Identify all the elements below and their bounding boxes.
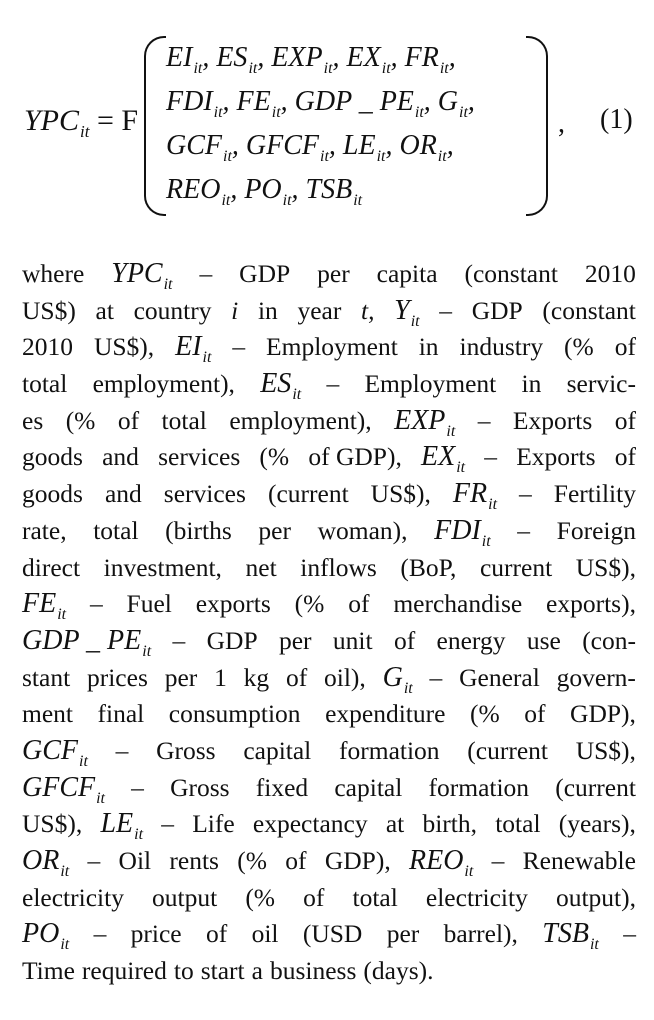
word: exports <box>195 589 271 619</box>
word: in <box>521 369 542 399</box>
word: employment), <box>92 369 235 399</box>
word: services <box>163 479 246 509</box>
word: per <box>164 662 198 692</box>
equals-function: = F <box>96 104 139 137</box>
variable-subscript: it <box>456 459 466 477</box>
word: (% <box>65 405 96 435</box>
word: Exports <box>516 442 596 472</box>
word: Oil <box>118 846 152 875</box>
word: total <box>352 882 398 912</box>
word: Time <box>22 956 75 986</box>
word: of <box>348 589 370 619</box>
variable-symbol <box>409 843 473 880</box>
equation-variable: GDP _ PE <box>294 86 414 117</box>
paragraph-line <box>22 256 636 293</box>
paragraph-line <box>22 660 636 697</box>
word: Renewable <box>522 846 636 875</box>
equation-subscript: it <box>376 148 386 165</box>
equation-subscript: it <box>323 60 333 77</box>
variable-subscript: it <box>446 422 456 440</box>
variable-symbol <box>394 293 419 330</box>
variable-symbol <box>100 806 143 843</box>
word: Fertility <box>553 479 636 509</box>
variable-subscript: it <box>96 789 105 807</box>
word: – <box>172 625 186 655</box>
word: GDP <box>471 295 523 325</box>
word: final <box>97 699 145 729</box>
equation-subscript: it <box>193 60 203 77</box>
variable-subscript: it <box>163 276 173 293</box>
word: Exports <box>512 405 593 435</box>
word: (% <box>259 442 290 472</box>
word: US$), <box>370 479 431 509</box>
word: barrel), <box>443 919 518 949</box>
equation-comma: , <box>202 42 217 73</box>
variable-subscript: it <box>134 826 144 844</box>
variable-subscript: it <box>60 863 70 880</box>
word: expenditure <box>325 699 446 729</box>
word: (current <box>467 735 548 765</box>
variable-name: FE <box>22 588 57 620</box>
word: – <box>623 919 636 949</box>
word: – <box>326 369 340 399</box>
word: at <box>95 295 114 325</box>
word: stant <box>22 662 71 692</box>
word: investment, <box>103 552 222 582</box>
variable-symbol <box>22 916 69 953</box>
variable-name: FDI <box>434 514 481 546</box>
word: (% <box>294 589 325 619</box>
equation-subscript: it <box>282 192 292 209</box>
word: (% <box>469 699 500 729</box>
paragraph-line <box>22 476 636 513</box>
variable-symbol <box>421 439 465 476</box>
word: required <box>81 956 167 986</box>
word: servic- <box>566 369 636 399</box>
paragraph-line <box>22 916 636 953</box>
word: price <box>130 919 182 949</box>
word: Employment <box>364 369 497 399</box>
equation-variable: FR <box>404 42 439 73</box>
word: (constant <box>542 295 636 325</box>
variable-name: GFCF <box>22 771 96 803</box>
word: total <box>161 405 207 435</box>
word: formation <box>428 772 530 802</box>
paragraph-line <box>22 806 636 843</box>
variable-symbol <box>22 623 151 660</box>
word: output <box>152 882 218 912</box>
word: per <box>258 515 291 545</box>
equation-variable: EI <box>166 42 193 73</box>
word: US$) <box>22 295 76 325</box>
word: (days). <box>363 956 434 986</box>
equation-variable: ES <box>216 42 248 73</box>
variable-name: FR <box>452 478 488 510</box>
equation-line <box>166 168 475 212</box>
paragraph-line <box>22 880 636 917</box>
equation-variable: EXP <box>271 42 323 73</box>
word: (con- <box>582 625 636 655</box>
word: capital <box>243 735 312 765</box>
equation-line-trailing: , <box>448 42 456 73</box>
word: woman), <box>317 515 408 545</box>
equation-subscript: it <box>213 104 223 121</box>
word: inflows <box>300 552 377 582</box>
variable-name: EXP <box>394 404 446 436</box>
word: fixed <box>255 772 309 802</box>
word: prices <box>86 662 148 692</box>
word: – <box>199 259 213 288</box>
equation-subscript: it <box>271 104 281 121</box>
word: of <box>393 625 416 655</box>
paragraph-line <box>22 623 636 660</box>
word: in <box>257 295 278 325</box>
variable-name: YPC <box>111 258 163 289</box>
equation-line-trailing: , <box>446 130 454 161</box>
equation-variable: PO <box>244 174 282 205</box>
equation-line-trailing: , <box>467 86 475 117</box>
paragraph-line <box>22 843 636 880</box>
word: and <box>102 442 139 472</box>
equation-line <box>166 36 475 80</box>
variable-name: PO <box>22 918 60 950</box>
variable-name: G <box>382 661 403 693</box>
word: (% <box>564 332 594 362</box>
equation-subscript: it <box>459 104 468 121</box>
variable-symbol <box>453 476 497 513</box>
word: (years), <box>558 809 636 839</box>
word: – <box>115 735 129 765</box>
equation-comma: , <box>385 130 400 161</box>
word: a <box>251 956 263 986</box>
variable-subscript: it <box>488 496 498 514</box>
equation-subscript: it <box>221 192 231 209</box>
word: 2010 <box>584 259 636 288</box>
paragraph-line <box>22 293 636 330</box>
word: in <box>418 332 439 362</box>
variable-subscript: it <box>202 349 212 367</box>
variable-name: GCF <box>22 734 78 766</box>
equation-subscript: it <box>437 148 447 165</box>
variable-symbol <box>434 513 491 550</box>
word: GDP <box>206 625 258 655</box>
variable-symbol <box>22 843 69 880</box>
equation-variable: OR <box>399 130 437 161</box>
equation-subscript: it <box>381 60 391 77</box>
variable-symbol <box>394 403 455 440</box>
variable-name: EX <box>421 441 456 473</box>
word: current <box>479 552 553 582</box>
lhs-variable: YPC <box>24 104 80 137</box>
word: employment), <box>229 405 372 435</box>
variable-name: TSB <box>542 918 589 950</box>
word: (current <box>555 772 636 802</box>
equation-subscript: it <box>414 104 424 121</box>
equation-subscript: it <box>320 148 329 165</box>
variable-subscript: it <box>589 936 599 954</box>
paragraph-line <box>22 953 636 990</box>
right-parenthesis <box>526 36 548 216</box>
word: GDP), <box>570 699 636 729</box>
variable-name: REO <box>408 845 464 876</box>
word: of <box>285 846 307 875</box>
paragraph-line <box>22 403 636 440</box>
word: (USD <box>302 919 363 949</box>
word: – <box>491 846 505 875</box>
word: goods <box>22 442 83 472</box>
variable-subscript: it <box>481 532 491 550</box>
word: per <box>386 919 420 949</box>
variable-subscript: it <box>79 752 88 770</box>
paragraph-line <box>22 586 636 623</box>
word: where <box>22 259 85 288</box>
word: oil <box>251 919 279 949</box>
word: ment <box>22 699 73 729</box>
word: – <box>439 295 453 325</box>
word: energy <box>436 625 506 655</box>
lhs-subscript: it <box>80 122 90 141</box>
word: kg <box>243 662 270 692</box>
word: (BoP, <box>400 552 457 582</box>
equation-subscript: it <box>223 148 232 165</box>
variable-symbol <box>383 660 413 697</box>
variable-name: GDP _ PE <box>22 624 142 656</box>
word: – <box>429 662 443 692</box>
word: industry <box>459 332 544 362</box>
variable-subscript: it <box>60 936 70 954</box>
word: Foreign <box>556 515 636 545</box>
word: govern- <box>556 662 636 692</box>
equation-comma: , <box>230 174 245 205</box>
word: US$), <box>93 332 155 362</box>
word: to <box>173 956 194 986</box>
variable-symbol <box>260 366 301 403</box>
word: of <box>524 699 546 729</box>
word: of <box>614 405 636 435</box>
equation-comma: , <box>328 130 343 161</box>
word: (current <box>267 479 349 509</box>
word: – <box>89 589 103 619</box>
equation-variable: GFCF <box>245 130 319 161</box>
word: of <box>285 662 308 692</box>
equation-variable: FE <box>236 86 271 117</box>
equation-variable: FDI <box>166 86 213 117</box>
word: – <box>93 919 107 949</box>
word: per <box>278 625 312 655</box>
variable-subscript: it <box>292 386 302 404</box>
variable-symbol <box>22 586 66 623</box>
word: year <box>297 295 342 325</box>
word: total <box>93 515 139 545</box>
word: 2010 <box>22 332 73 362</box>
variable-symbol <box>111 256 172 293</box>
equation-comma: , <box>222 86 237 117</box>
word: (% <box>245 882 276 912</box>
paragraph-line <box>22 770 636 807</box>
variable-symbol <box>542 916 599 953</box>
word: of <box>205 919 228 949</box>
equation-comma: , <box>257 42 272 73</box>
word: business <box>269 956 357 986</box>
paragraph-line <box>22 696 636 733</box>
word: GDP <box>239 259 291 288</box>
word: – <box>484 442 498 472</box>
word: Fuel <box>126 589 172 619</box>
equation-trailing-comma: , <box>558 108 565 139</box>
word: (births <box>165 515 232 545</box>
word: of <box>614 332 636 362</box>
word: capital <box>334 772 403 802</box>
word: General <box>459 662 540 692</box>
equation-comma: , <box>280 86 295 117</box>
equation-lhs <box>24 104 139 141</box>
italic-word: i <box>231 295 239 325</box>
word: Employment <box>266 332 398 362</box>
equation-number: (1) <box>600 104 633 135</box>
equation-1 <box>0 0 654 230</box>
word: of <box>303 882 325 912</box>
word: formation <box>339 735 440 765</box>
paragraph-line <box>22 550 636 587</box>
variable-subscript: it <box>403 679 413 697</box>
word: US$), <box>575 735 636 765</box>
paragraph-line <box>22 733 636 770</box>
equation-subscript: it <box>248 60 258 77</box>
word: electricity <box>425 882 528 912</box>
word: country <box>133 295 212 325</box>
word: unit <box>332 625 373 655</box>
word: per <box>317 259 350 288</box>
word: output), <box>555 882 636 912</box>
word: Life <box>192 809 235 839</box>
equation-variable: TSB <box>305 174 353 205</box>
word: of <box>614 442 636 472</box>
equation-subscript: it <box>353 192 363 209</box>
word: US$), <box>22 809 83 839</box>
word: – <box>232 332 246 362</box>
word: services <box>158 442 241 472</box>
variable-subscript: it <box>464 863 474 880</box>
equation-comma: , <box>231 130 246 161</box>
word: Gross <box>156 735 216 765</box>
word: rents <box>169 846 219 875</box>
paragraph-line <box>22 439 636 476</box>
word: GDP), <box>324 846 391 875</box>
equation-comma: , <box>423 86 438 117</box>
word: – <box>519 479 532 509</box>
equation-variable: REO <box>166 174 221 205</box>
word: exports), <box>546 589 636 619</box>
equation-line <box>166 80 475 124</box>
word: electricity <box>22 882 124 912</box>
word: merchandise <box>393 589 523 619</box>
equation-variable: LE <box>342 130 376 161</box>
equation-comma: , <box>291 174 306 205</box>
equation-argument-list <box>166 36 475 212</box>
word: of <box>117 405 140 435</box>
equation-line <box>166 124 475 168</box>
word: oil), <box>324 662 366 692</box>
variable-name: ES <box>260 368 292 400</box>
word: – <box>87 846 101 875</box>
word: net <box>245 552 277 582</box>
word: Gross <box>170 772 230 802</box>
word: capita <box>376 259 438 288</box>
word: total <box>22 369 68 399</box>
variable-symbol <box>22 770 105 807</box>
word: birth, <box>422 809 477 839</box>
word: rate, <box>22 515 67 545</box>
equation-variable: GCF <box>166 130 222 161</box>
equation-variable: EX <box>346 42 381 73</box>
word: goods <box>22 479 83 509</box>
variable-name: EI <box>175 331 202 363</box>
equation-subscript: it <box>439 60 449 77</box>
word: US$), <box>575 552 636 582</box>
word: of GDP), <box>308 442 402 472</box>
variable-subscript: it <box>410 312 420 330</box>
word: expectancy <box>252 809 368 839</box>
word: – <box>131 772 144 802</box>
variable-name: Y <box>394 294 410 326</box>
variable-subscript: it <box>142 642 152 660</box>
variable-definitions-paragraph <box>22 256 636 990</box>
paragraph-line <box>22 513 636 550</box>
word: start <box>200 956 245 986</box>
variable-name: OR <box>22 845 60 876</box>
word: es <box>22 405 44 435</box>
word: use <box>526 625 561 655</box>
equation-comma: , <box>390 42 405 73</box>
variable-name: LE <box>100 808 134 840</box>
variable-subscript: it <box>57 606 67 624</box>
word: – <box>477 405 491 435</box>
word: at <box>385 809 405 839</box>
paragraph-line <box>22 329 636 366</box>
left-parenthesis <box>144 36 166 216</box>
paragraph-line <box>22 366 636 403</box>
word: – <box>161 809 174 839</box>
variable-symbol <box>175 329 211 366</box>
word: direct <box>22 552 81 582</box>
equation-variable: G <box>437 86 459 117</box>
italic-word: t, <box>361 295 375 325</box>
word: (constant <box>464 259 558 288</box>
word: and <box>104 479 142 509</box>
equation-comma: , <box>332 42 347 73</box>
word: 1 <box>214 662 227 692</box>
variable-symbol <box>22 733 88 770</box>
word: total <box>495 809 541 839</box>
word: – <box>517 515 531 545</box>
word: (% <box>237 846 267 875</box>
word: consumption <box>168 699 301 729</box>
